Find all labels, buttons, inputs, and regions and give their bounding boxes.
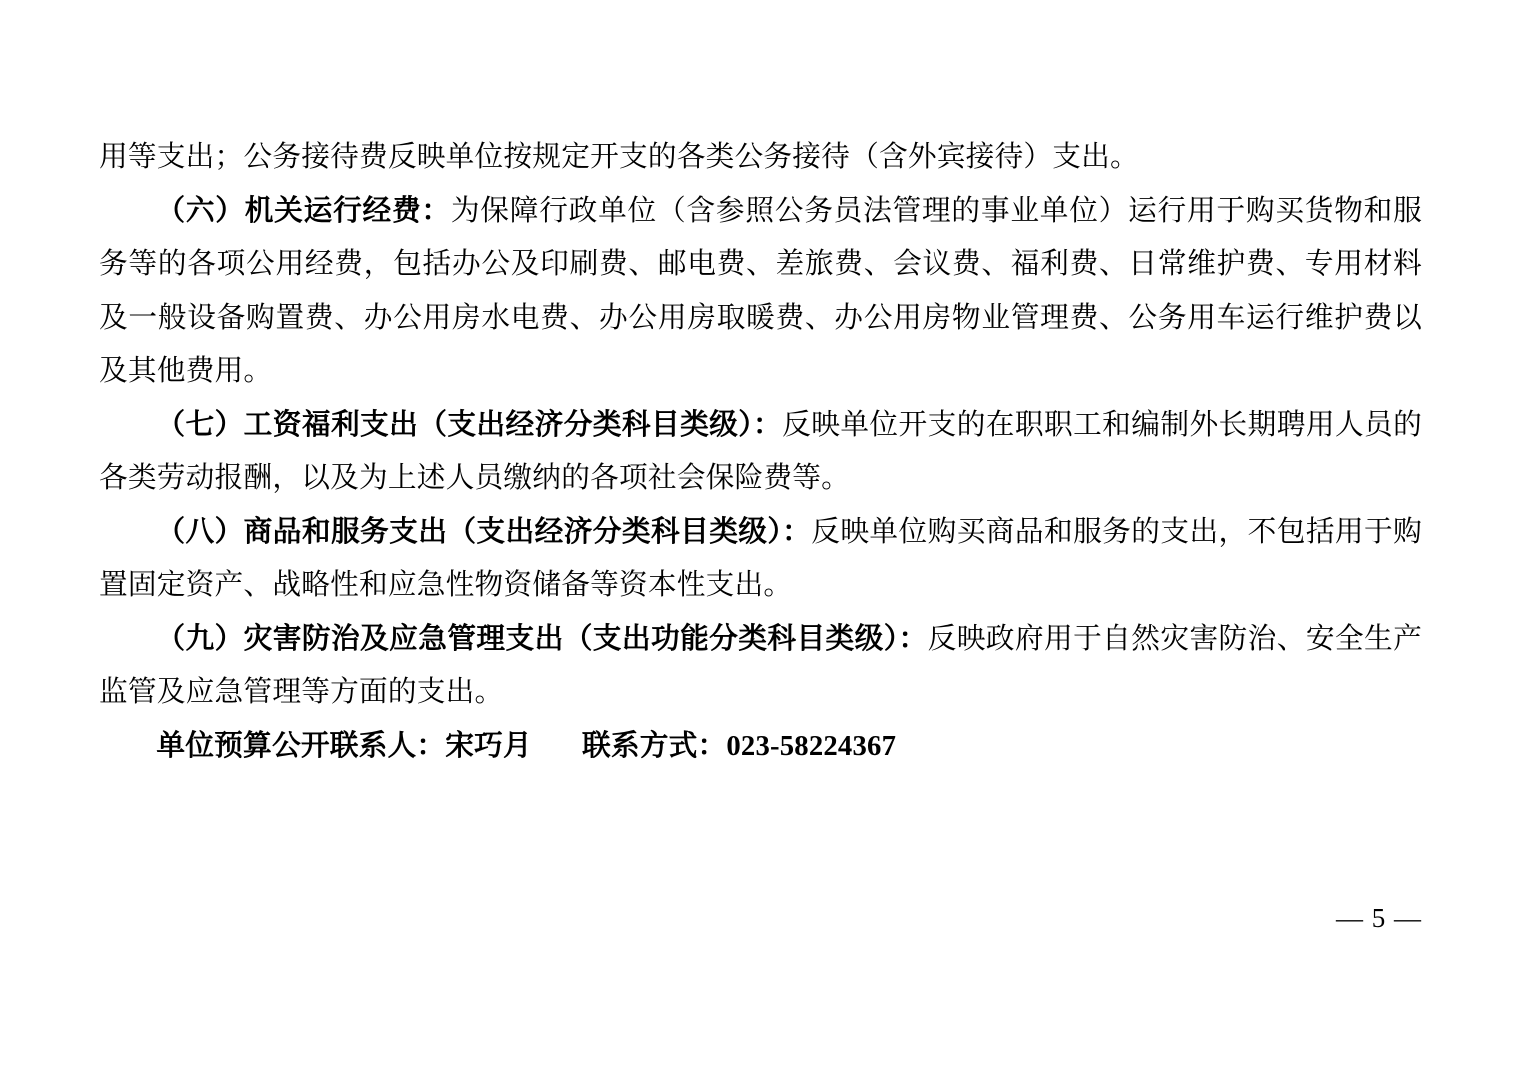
section-heading: （八）商品和服务支出（支出经济分类科目类级）： <box>156 515 812 548</box>
document-body <box>99 131 1422 773</box>
section-heading: （六）机关运行经费： <box>156 194 451 227</box>
paragraph-section-7 <box>99 399 1422 506</box>
paragraph-text: 反映单位开支的在职职工和编制外长期聘用人员的各类劳动报酬，以及为上述人员缴纳的各项社会保险费等。 <box>99 408 1422 494</box>
paragraph-continuation <box>99 131 1422 185</box>
contact-line <box>99 720 1422 774</box>
paragraph-text: 反映单位购买商品和服务的支出，不包括用于购置固定资产、战略性和应急性物资储备等资本性支出。 <box>99 515 1422 601</box>
paragraph-text: 用等支出；公务接待费反映单位按规定开支的各类公务接待（含外宾接待）支出。 <box>99 141 1139 173</box>
paragraph-section-6 <box>99 185 1422 399</box>
paragraph-section-9 <box>99 613 1422 720</box>
contact-person: 单位预算公开联系人：宋巧月 <box>156 729 532 762</box>
contact-method: 联系方式：023-58224367 <box>581 729 897 762</box>
paragraph-text: 反映政府用于自然灾害防治、安全生产监管及应急管理等方面的支出。 <box>99 622 1422 708</box>
section-heading: （七）工资福利支出（支出经济分类科目类级）： <box>156 408 783 441</box>
page-number: — 5 — <box>1336 903 1422 933</box>
section-heading: （九）灾害防治及应急管理支出（支出功能分类科目类级）： <box>156 622 928 655</box>
paragraph-text: 为保障行政单位（含参照公务员法管理的事业单位）运行用于购买货物和服务等的各项公用经费，包括办公及印刷费、邮电费、差旅费、会议费、福利费、日常维护费、专用材料及一般设备购置费、办公用房水电费、办公用房取暖费、办公用房物业管理费、公务用车运行维护费以及其他费用。 <box>99 194 1423 387</box>
paragraph-section-8 <box>99 506 1422 613</box>
